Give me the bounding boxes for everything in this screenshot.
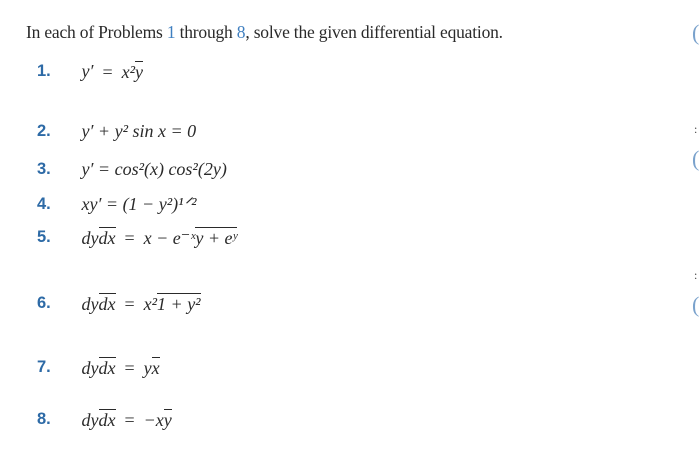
equation	[82, 293, 201, 315]
problem-number: 5.	[37, 228, 51, 246]
numerator: dy	[81, 294, 99, 315]
rhs-fraction	[144, 229, 237, 248]
equals: =	[102, 62, 113, 83]
rhs-fraction	[144, 359, 160, 378]
numerator: dy	[81, 358, 99, 379]
rhs-fraction	[144, 411, 172, 430]
equation: y′ = cos²(x) cos²(2y)	[81, 159, 227, 180]
equation: y′ + y² sin x = 0	[81, 121, 197, 142]
equation	[82, 409, 172, 431]
lhs: y′	[81, 60, 94, 81]
denominator: dx	[98, 228, 116, 249]
numerator: x − e⁻ˣ	[143, 228, 196, 249]
problem-number: 2.	[37, 122, 51, 140]
intro-before: In each of Problems	[26, 22, 167, 42]
problem-number: 3.	[37, 160, 51, 178]
lhs-fraction	[82, 295, 116, 314]
edge-bracket-1: (	[692, 20, 700, 45]
edge-bracket-2: (	[692, 146, 700, 171]
denominator: x	[151, 358, 160, 379]
edge-bracket-3: (	[692, 292, 700, 317]
numerator: x²	[143, 294, 158, 315]
problem-2	[37, 120, 196, 142]
numerator: x²	[121, 62, 135, 83]
denominator: y + eʸ	[195, 228, 238, 249]
intro-after: , solve the given differential equation.	[245, 22, 503, 42]
problem-8	[37, 408, 172, 431]
problem-5	[37, 226, 237, 249]
numerator: y	[143, 358, 152, 379]
numerator: dy	[81, 410, 99, 431]
numerator: −x	[143, 410, 164, 431]
lhs-fraction	[82, 229, 116, 248]
equals: =	[124, 228, 135, 249]
problem-4	[37, 193, 197, 215]
equation	[82, 61, 143, 83]
fraction	[122, 63, 143, 82]
denominator: dx	[98, 358, 116, 379]
equals: =	[124, 294, 135, 315]
lhs-fraction	[82, 359, 116, 378]
equals: =	[124, 358, 135, 379]
denominator: y	[163, 410, 172, 431]
equation	[82, 357, 160, 379]
problem-1-link[interactable]: 1	[166, 22, 176, 42]
problem-3	[37, 158, 227, 180]
edge-mark-3: :	[694, 268, 698, 282]
denominator: dx	[98, 294, 116, 315]
denominator: 1 + y²	[157, 294, 201, 315]
problem-1	[37, 60, 143, 83]
rhs-fraction	[144, 295, 201, 314]
denominator: dx	[98, 410, 116, 431]
intro-middle: through	[175, 22, 237, 42]
problem-number: 1.	[37, 62, 51, 80]
problem-number: 6.	[37, 294, 51, 312]
denominator: y	[134, 62, 143, 83]
problem-7	[37, 356, 160, 379]
problem-number: 8.	[37, 410, 51, 428]
problem-8-link[interactable]: 8	[236, 22, 246, 42]
equation: xy′ = (1 − y²)¹ᐟ²	[81, 194, 197, 215]
problem-number: 7.	[37, 358, 51, 376]
equals: =	[124, 410, 135, 431]
problem-6	[37, 292, 201, 315]
instructions	[26, 22, 666, 43]
equation	[82, 227, 238, 249]
edge-mark-2: :	[694, 122, 698, 136]
lhs-fraction	[82, 411, 116, 430]
problem-number: 4.	[37, 195, 51, 213]
numerator: dy	[81, 228, 99, 249]
